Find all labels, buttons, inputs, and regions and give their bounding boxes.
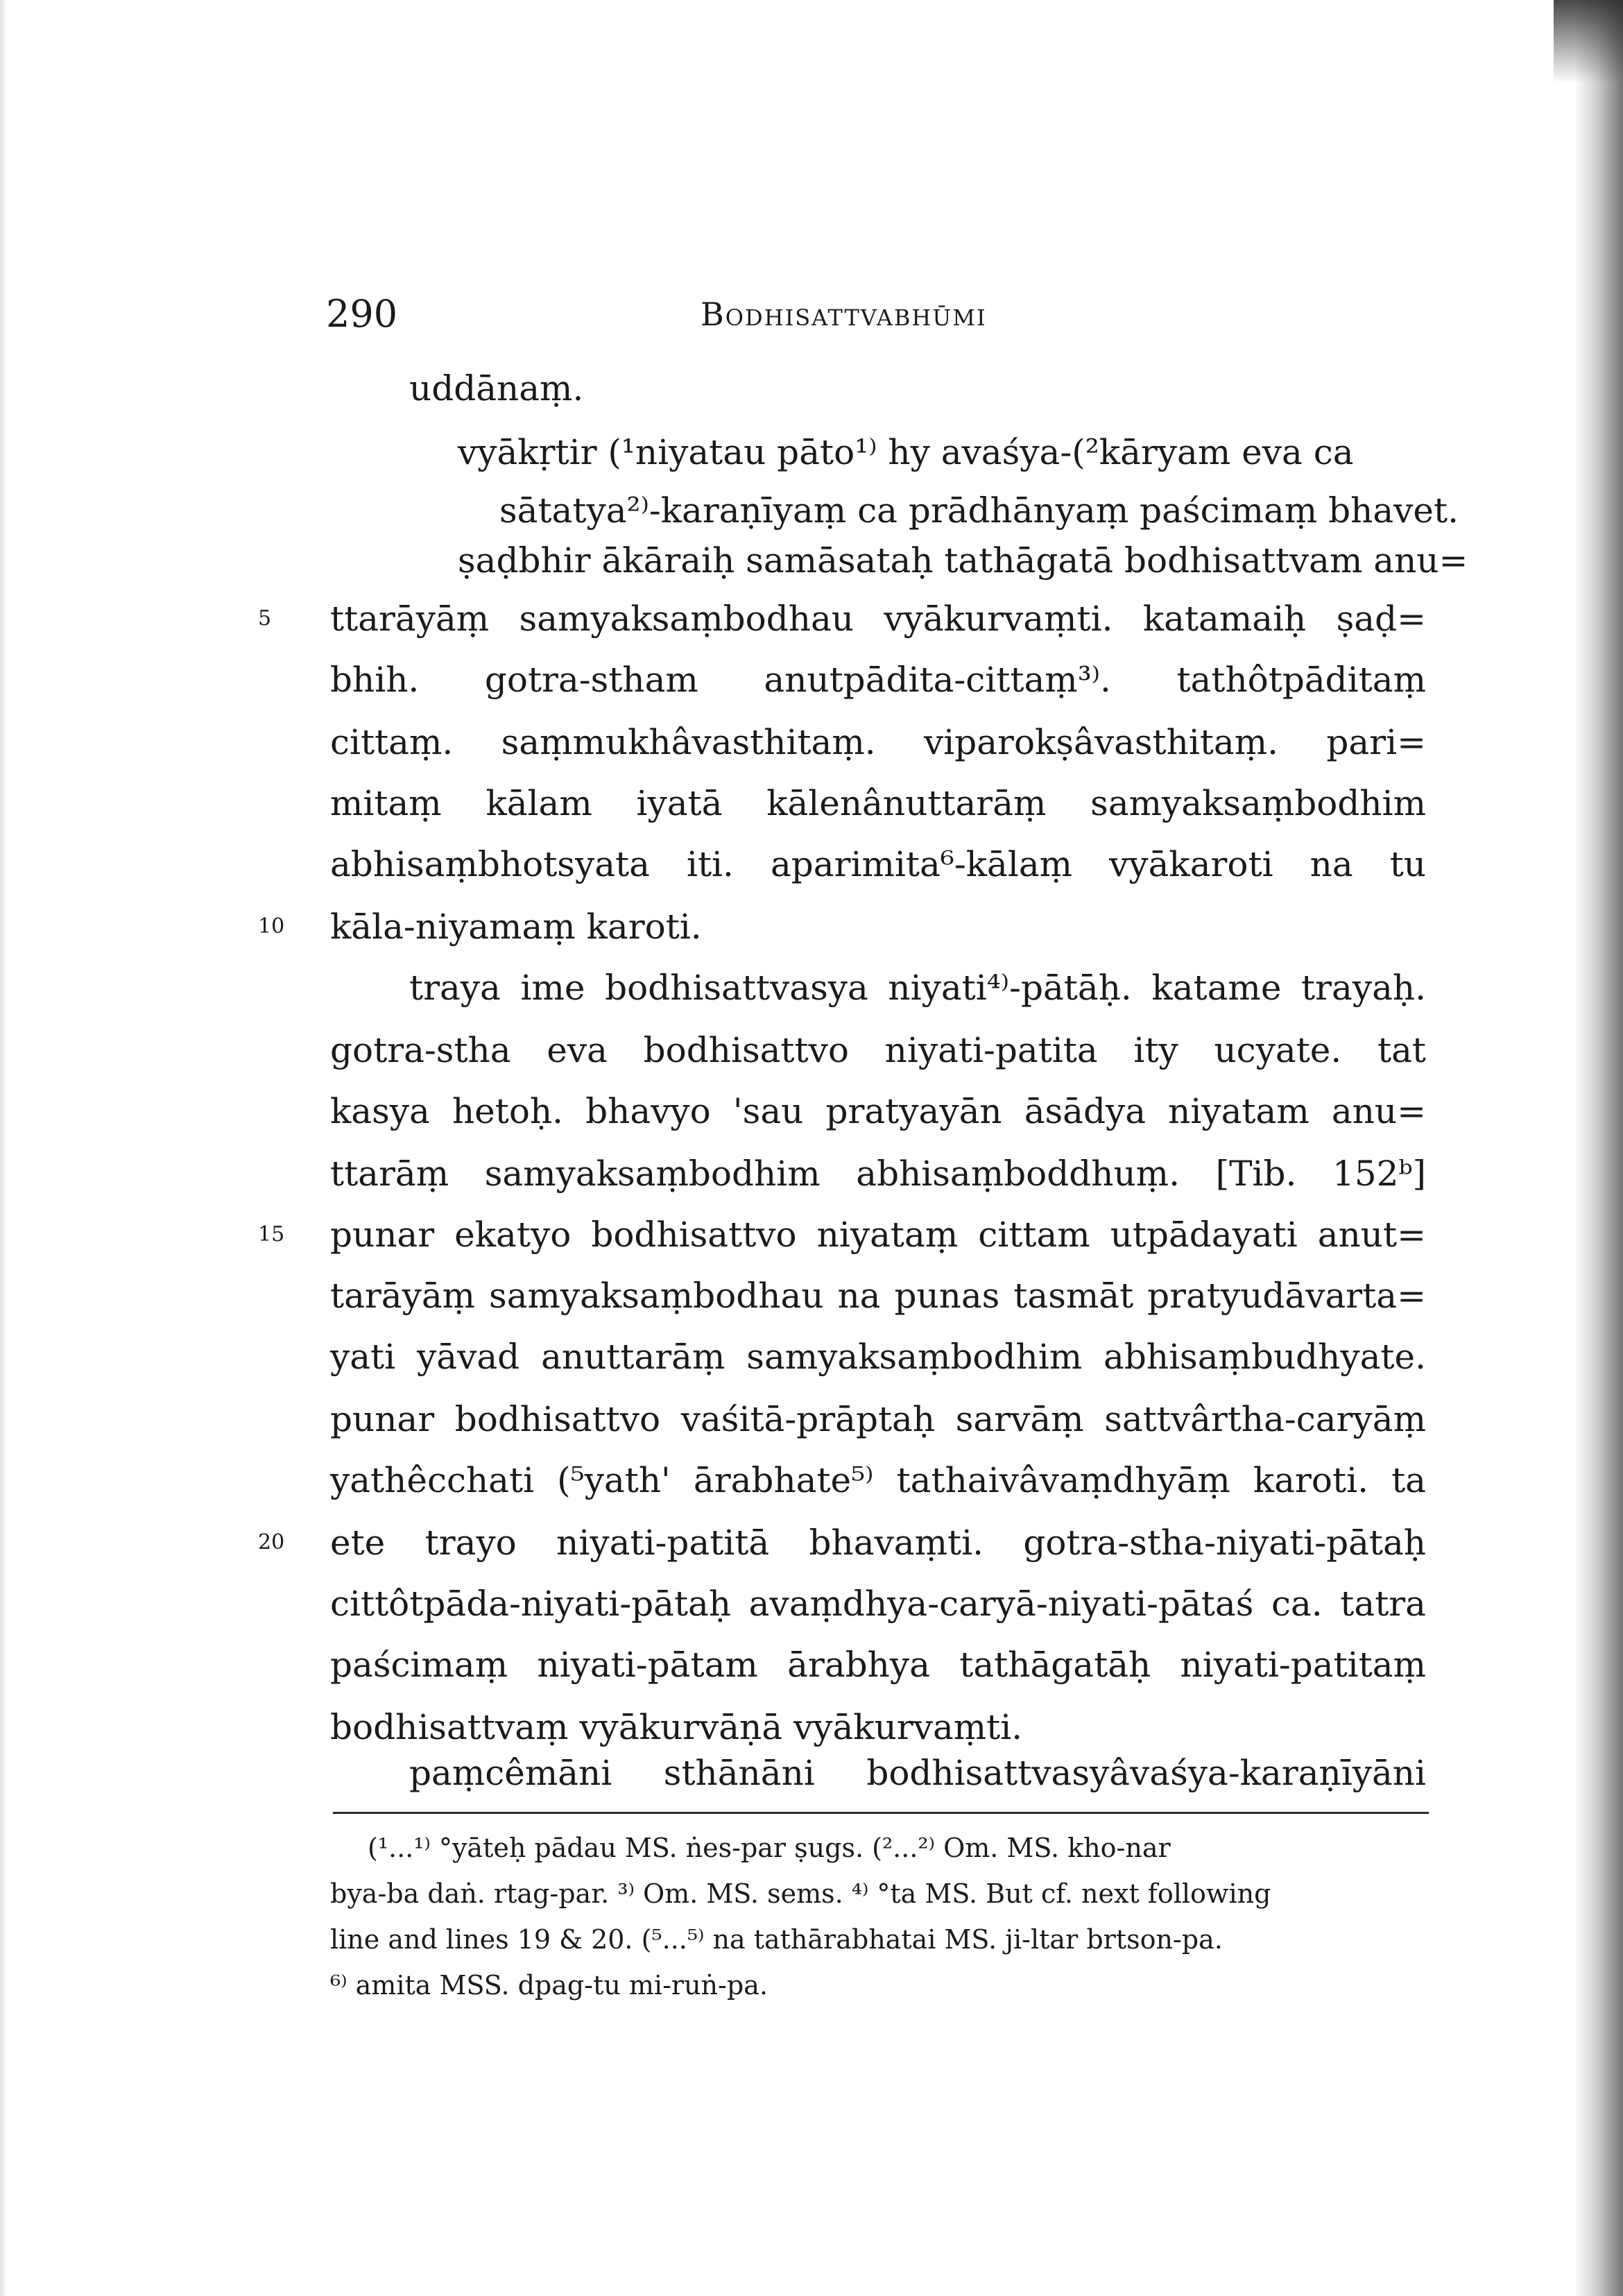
body-line: ete trayo niyati-patitā bhavaṃti. gotra-stha-niyati-pātaḥ — [330, 1523, 1426, 1563]
body-line: cittaṃ. saṃmukhâvasthitaṃ. viparokṣâvasthitaṃ. pari= — [330, 722, 1426, 762]
body-line: kāla-niyamaṃ karoti. — [330, 907, 702, 947]
body-line: bhih. gotra-stham anutpādita-cittaṃ³⁾. tathôtpāditaṃ — [330, 660, 1426, 700]
body-line: traya ime bodhisattvasya niyati⁴⁾-pātāḥ. katame trayaḥ. — [409, 968, 1426, 1008]
body-line: mitaṃ kālam iyatā kālenânuttarāṃ samyaksaṃbodhim — [330, 783, 1426, 823]
scan-corner-shadow — [1554, 0, 1623, 83]
body-line: ttarāṃ samyaksaṃbodhim abhisaṃboddhuṃ. [Tib. 152ᵇ] — [330, 1154, 1426, 1194]
body-line: ttarāyāṃ samyaksaṃbodhau vyākurvaṃti. katamaiḥ ṣaḍ= — [330, 599, 1426, 639]
line-number: 5 — [258, 606, 272, 631]
footnote-line: line and lines 19 & 20. (⁵...⁵⁾ na tathārabhatai MS. ji-ltar brtson-pa. — [330, 1924, 1223, 1955]
running-title: Bodhisattvabhūmi — [701, 295, 987, 333]
footnote-line: ⁶⁾ amita MSS. dpag-tu mi-ruṅ-pa. — [330, 1970, 768, 2001]
body-line: yathêcchati (⁵yath' ārabhate⁵⁾ tathaivâvaṃdhyāṃ karoti. ta — [330, 1460, 1426, 1500]
page-number: 290 — [326, 292, 398, 336]
body-line: uddānaṃ. — [409, 368, 584, 409]
body-line: vyākṛtir (¹niyatau pāto¹⁾ hy avaśya-(²kāryam eva ca — [458, 432, 1354, 472]
page-header — [326, 290, 1443, 339]
body-line: cittôtpāda-niyati-pātaḥ avaṃdhya-caryā-niyati-pātaś ca. tatra — [330, 1584, 1426, 1624]
body-line: tarāyāṃ samyaksaṃbodhau na punas tasmāt pratyudāvarta= — [330, 1276, 1426, 1316]
body-line: paścimaṃ niyati-pātam ārabhya tathāgatāḥ niyati-patitaṃ — [330, 1645, 1426, 1685]
line-number: 15 — [258, 1222, 285, 1246]
body-line: punar bodhisattvo vaśitā-prāptaḥ sarvāṃ sattvârtha-caryāṃ — [330, 1399, 1426, 1439]
scan-right-shadow — [1574, 0, 1623, 2296]
line-number: 20 — [258, 1530, 285, 1554]
body-line: kasya hetoḥ. bhavyo 'sau pratyayān āsādya niyatam anu= — [330, 1091, 1426, 1131]
body-line: abhisaṃbhotsyata iti. aparimita⁶-kālaṃ vyākaroti na tu — [330, 844, 1426, 884]
footnote-line: (¹...¹⁾ °yāteḥ pādau MS. ṅes-par ṣugs. (²...²⁾ Om. MS. kho-nar — [368, 1833, 1171, 1863]
line-number: 10 — [258, 914, 285, 939]
body-line: yati yāvad anuttarāṃ samyaksaṃbodhim abhisaṃbudhyate. — [330, 1337, 1426, 1377]
body-line: paṃcêmāni sthānāni bodhisattvasyâvaśya-karaṇīyāni — [409, 1753, 1426, 1793]
footnote-line: bya-ba daṅ. rtag-par. ³⁾ Om. MS. sems. ⁴⁾ °ta MS. But cf. next following — [330, 1878, 1271, 1909]
scan-left-edge — [0, 0, 7, 2296]
body-line: bodhisattvaṃ vyākurvāṇā vyākurvaṃti. — [330, 1707, 1023, 1747]
body-line: ṣaḍbhir ākāraiḥ samāsataḥ tathāgatā bodhisattvam anu= — [458, 540, 1468, 581]
footnote-rule — [333, 1812, 1429, 1814]
body-line: punar ekatyo bodhisattvo niyataṃ cittam utpādayati anut= — [330, 1215, 1426, 1255]
body-line: gotra-stha eva bodhisattvo niyati-patita ity ucyate. tat — [330, 1030, 1426, 1070]
body-line: sātatya²⁾-karaṇīyaṃ ca prādhānyaṃ paścimaṃ bhavet. — [499, 490, 1459, 531]
